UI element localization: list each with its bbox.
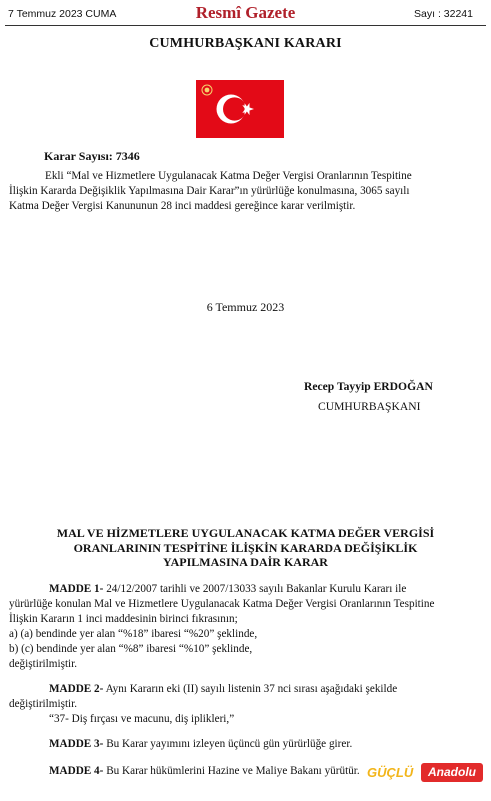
article-3 bbox=[9, 737, 471, 752]
preamble-line: Katma Değer Vergisi Kanununun 28 inci maddesi gereğince karar verilmiştir. bbox=[9, 200, 356, 212]
article-text: değiştirilmiştir. bbox=[9, 658, 78, 670]
decree-title-line: MAL VE HİZMETLERE UYGULANACAK KATMA DEĞER VERGİSİ bbox=[56, 526, 435, 540]
article-label: MADDE 3- bbox=[49, 738, 104, 750]
article-2 bbox=[9, 682, 471, 727]
decision-number: Karar Sayısı: 7346 bbox=[44, 149, 140, 163]
preamble-line: İlişkin Kararda Değişiklik Yapılmasına Dair Karar”ın yürürlüğe konulmasına, 3065 sayılı bbox=[9, 185, 410, 197]
header-divider bbox=[5, 25, 486, 26]
issue-number: Sayı : 32241 bbox=[414, 8, 473, 20]
article-1 bbox=[9, 582, 471, 672]
turkish-flag-icon bbox=[196, 80, 284, 138]
decree-title bbox=[0, 526, 491, 570]
article-text: b) (c) bendinde yer alan “%8” ibaresi “%10” şeklinde, bbox=[9, 643, 253, 655]
watermark-badge: Anadolu bbox=[421, 763, 483, 782]
article-text: değiştirilmiştir. bbox=[9, 698, 78, 710]
article-text: Bu Karar yayımını izleyen üçüncü gün yürürlüğe girer. bbox=[103, 738, 353, 750]
preamble-line: Ekli “Mal ve Hizmetlere Uygulanacak Katma Değer Vergisi Oranlarının Tespitine bbox=[45, 170, 412, 182]
article-text: 24/12/2007 tarihli ve 2007/13033 sayılı Bakanlar Kurulu Kararı ile bbox=[103, 583, 407, 595]
decree-title-line: YAPILMASINA DAİR KARAR bbox=[163, 555, 328, 569]
article-text: “37- Diş fırçası ve macunu, diş iplikleri,” bbox=[49, 713, 235, 725]
decree-heading: CUMHURBAŞKANI KARARI bbox=[149, 36, 342, 51]
article-text: a) (a) bendinde yer alan “%18” ibaresi “%20” şeklinde, bbox=[9, 628, 258, 640]
article-text: yürürlüğe konulan Mal ve Hizmetlere Uygulanacak Katma Değer Vergisi Oranlarının Tespitine bbox=[9, 598, 435, 610]
gazette-title: Resmî Gazete bbox=[195, 3, 296, 22]
article-text: İlişkin Kararın 1 inci maddesinin birinci fıkrasının; bbox=[9, 613, 238, 625]
article-text: Bu Karar hükümlerini Hazine ve Maliye Bakanı yürütür. bbox=[103, 765, 360, 777]
article-label: MADDE 1- bbox=[49, 583, 104, 595]
watermark-logo bbox=[367, 762, 485, 784]
article-label: MADDE 4- bbox=[49, 765, 104, 777]
watermark-text: GÜÇLÜ bbox=[367, 765, 414, 780]
signature-date: 6 Temmuz 2023 bbox=[206, 300, 285, 314]
signatory-name: Recep Tayyip ERDOĞAN bbox=[304, 380, 433, 393]
signatory-role: CUMHURBAŞKANI bbox=[318, 400, 421, 413]
article-text: Aynı Kararın eki (II) sayılı listenin 37 nci sırası aşağıdaki şekilde bbox=[103, 683, 398, 695]
decree-title-line: ORANLARININ TESPİTİNE İLİŞKİN KARARDA DEĞİŞİKLİK bbox=[73, 540, 418, 555]
header-date: 7 Temmuz 2023 CUMA bbox=[8, 8, 117, 20]
preamble-paragraph bbox=[9, 169, 471, 214]
article-label: MADDE 2- bbox=[49, 683, 104, 695]
